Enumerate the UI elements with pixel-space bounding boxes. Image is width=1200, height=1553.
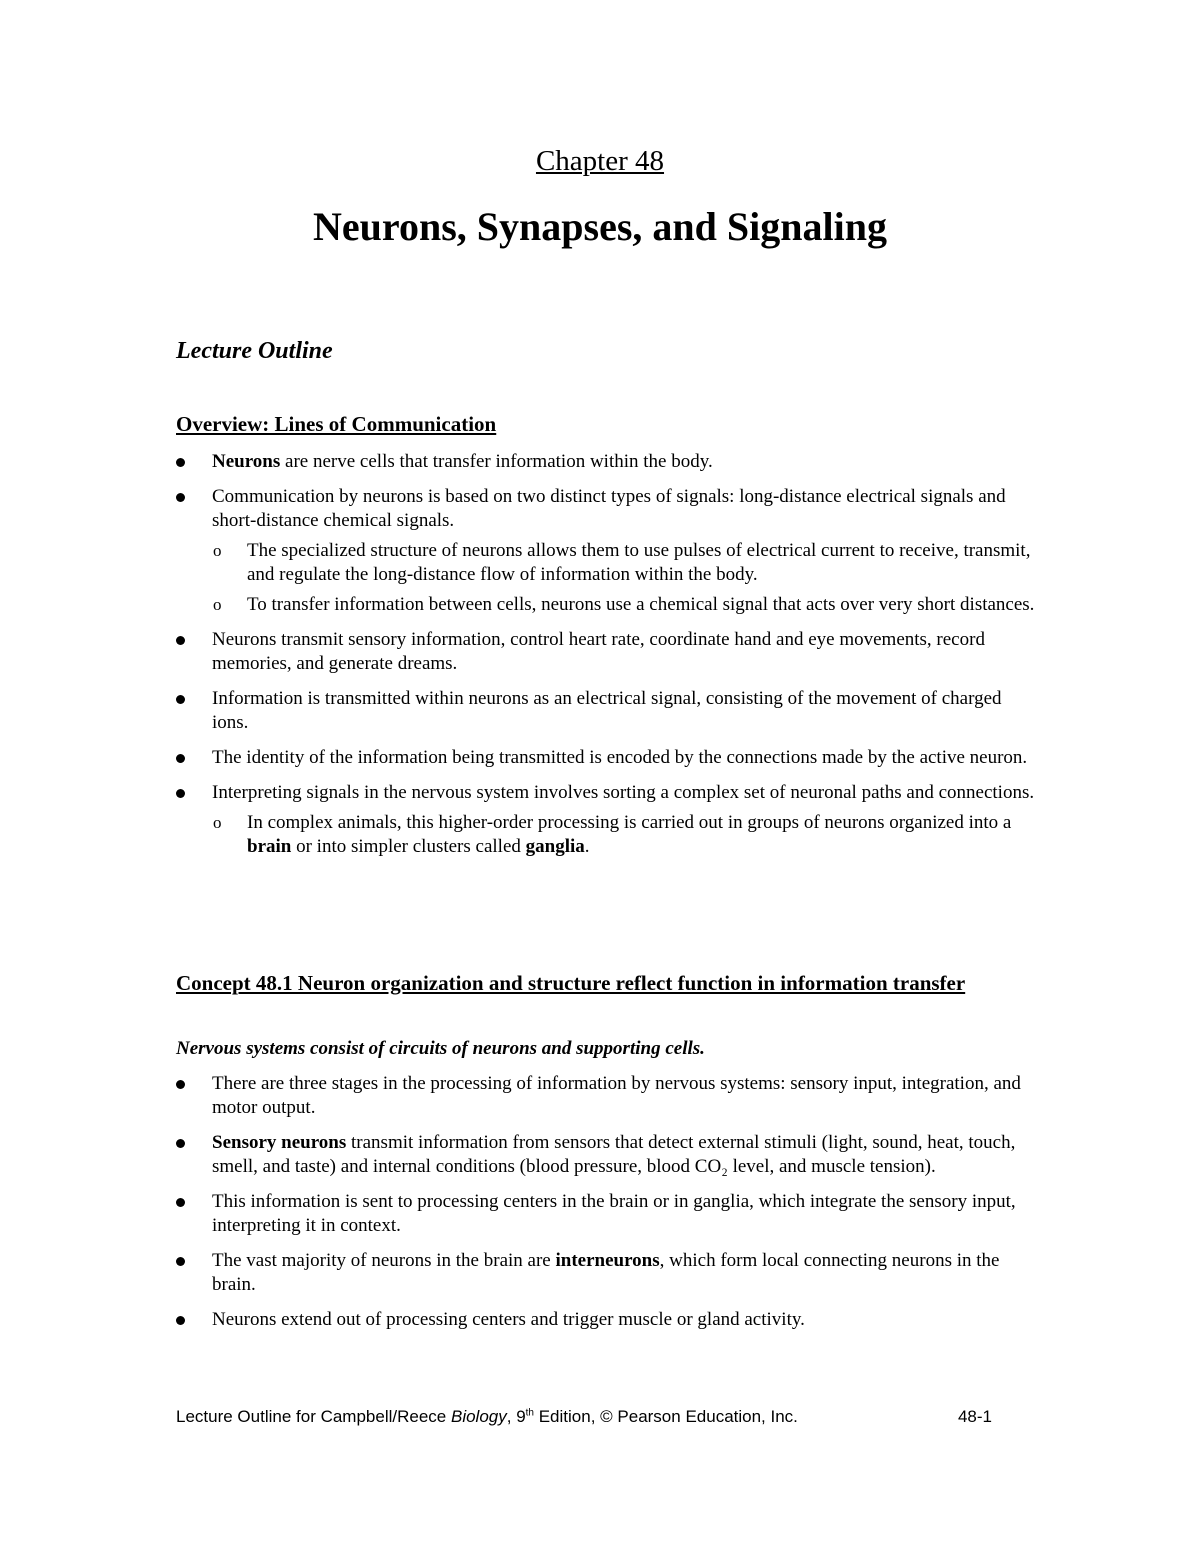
list-item bbox=[176, 1072, 1036, 1120]
bullet-icon bbox=[176, 493, 185, 502]
list-item-text: are nerve cells that transfer information within the body. bbox=[280, 451, 713, 472]
list-item bbox=[176, 1308, 1036, 1332]
list-item-text: Neurons extend out of processing centers and trigger muscle or gland activity. bbox=[212, 1309, 805, 1330]
list-item-text: The specialized structure of neurons allows them to use pulses of electrical current to receive, transmit, and regulate the long-distance flow of information within the body. bbox=[247, 540, 1031, 585]
list-item-text: The vast majority of neurons in the brain are bbox=[212, 1250, 556, 1271]
section-label: Lecture Outline bbox=[176, 338, 333, 364]
list-item-text: , which form local connecting neurons in the brain. bbox=[212, 1250, 1000, 1295]
sub-list-item bbox=[176, 593, 1036, 617]
concept-list bbox=[176, 1072, 1036, 1343]
list-item-text: There are three stages in the processing of information by nervous systems: sensory input, integration, and motor output. bbox=[212, 1073, 1021, 1118]
sub-list-item bbox=[176, 539, 1036, 587]
bullet-icon bbox=[176, 754, 185, 763]
bullet-icon bbox=[176, 695, 185, 704]
list-item-text: . bbox=[584, 836, 590, 857]
list-item-text: Neurons transmit sensory information, control heart rate, coordinate hand and eye movements, record memories, and generate dreams. bbox=[212, 629, 985, 674]
circle-bullet-icon: o bbox=[213, 813, 222, 832]
concept-heading: Concept 48.1 Neuron organization and structure reflect function in information transfer bbox=[176, 971, 966, 995]
chapter-title: Neurons, Synapses, and Signaling bbox=[313, 204, 887, 249]
footer-superscript: th bbox=[525, 1407, 534, 1419]
footer-text: Edition, © Pearson Education, Inc. bbox=[534, 1407, 798, 1426]
list-item-text: The identity of the information being transmitted is encoded by the connections made by the active neuron. bbox=[212, 747, 1028, 768]
overview-heading: Overview: Lines of Communication bbox=[176, 412, 497, 436]
list-item-text: Interpreting signals in the nervous system involves sorting a complex set of neuronal paths and connections. bbox=[212, 782, 1035, 803]
list-item-text: This information is sent to processing centers in the brain or in ganglia, which integrate the sensory input, interpreting it in context. bbox=[212, 1191, 1016, 1236]
footer-text: , 9 bbox=[506, 1407, 526, 1426]
bullet-icon bbox=[176, 1257, 185, 1266]
list-item-text: In complex animals, this higher-order processing is carried out in groups of neurons organized into a bbox=[247, 812, 1012, 833]
term-brain: brain bbox=[247, 836, 292, 857]
list-item bbox=[176, 450, 1036, 474]
bullet-icon bbox=[176, 1198, 185, 1207]
bullet-icon bbox=[176, 1316, 185, 1325]
term-sensory-neurons: Sensory neurons bbox=[212, 1132, 347, 1153]
concept-subheading: Nervous systems consist of circuits of neurons and supporting cells. bbox=[176, 1038, 705, 1059]
chapter-number: Chapter 48 bbox=[535, 145, 665, 177]
footer-book-title: Biology bbox=[450, 1407, 507, 1426]
list-item bbox=[176, 746, 1036, 770]
page-number: 48-1 bbox=[957, 1407, 992, 1426]
bullet-icon bbox=[176, 458, 185, 467]
list-item bbox=[176, 485, 1036, 533]
footer-text: Lecture Outline for Campbell/Reece bbox=[176, 1407, 451, 1426]
footer-citation bbox=[176, 1404, 798, 1430]
overview-list bbox=[176, 450, 1036, 865]
term-ganglia: ganglia bbox=[525, 836, 585, 857]
list-item bbox=[176, 1249, 1036, 1297]
list-item-text: To transfer information between cells, neurons use a chemical signal that acts over very short distances. bbox=[247, 594, 1035, 615]
list-item bbox=[176, 687, 1036, 735]
page-footer bbox=[176, 1404, 992, 1430]
sub-list-item bbox=[176, 811, 1036, 859]
list-item-text: transmit information from sensors that detect external stimuli (light, sound, heat, touch, smell, and taste) and internal conditions (blood pressure, blood CO₂ level, and muscle tension). bbox=[212, 1132, 1016, 1177]
list-item-text: or into simpler clusters called bbox=[291, 836, 526, 857]
list-item-text: Communication by neurons is based on two distinct types of signals: long-distance electrical signals and short-distance chemical signals. bbox=[212, 486, 1006, 531]
bullet-icon bbox=[176, 1139, 185, 1148]
list-item-text: Information is transmitted within neurons as an electrical signal, consisting of the movement of charged ions. bbox=[212, 688, 1002, 733]
list-item bbox=[176, 1190, 1036, 1238]
list-item bbox=[176, 781, 1036, 805]
circle-bullet-icon: o bbox=[213, 541, 222, 560]
bullet-icon bbox=[176, 789, 185, 798]
bullet-icon bbox=[176, 1080, 185, 1089]
bullet-icon bbox=[176, 636, 185, 645]
term-interneurons: interneurons bbox=[555, 1250, 660, 1271]
list-item bbox=[176, 628, 1036, 676]
term-neurons: Neurons bbox=[212, 451, 281, 472]
circle-bullet-icon: o bbox=[213, 595, 222, 614]
list-item bbox=[176, 1131, 1036, 1179]
